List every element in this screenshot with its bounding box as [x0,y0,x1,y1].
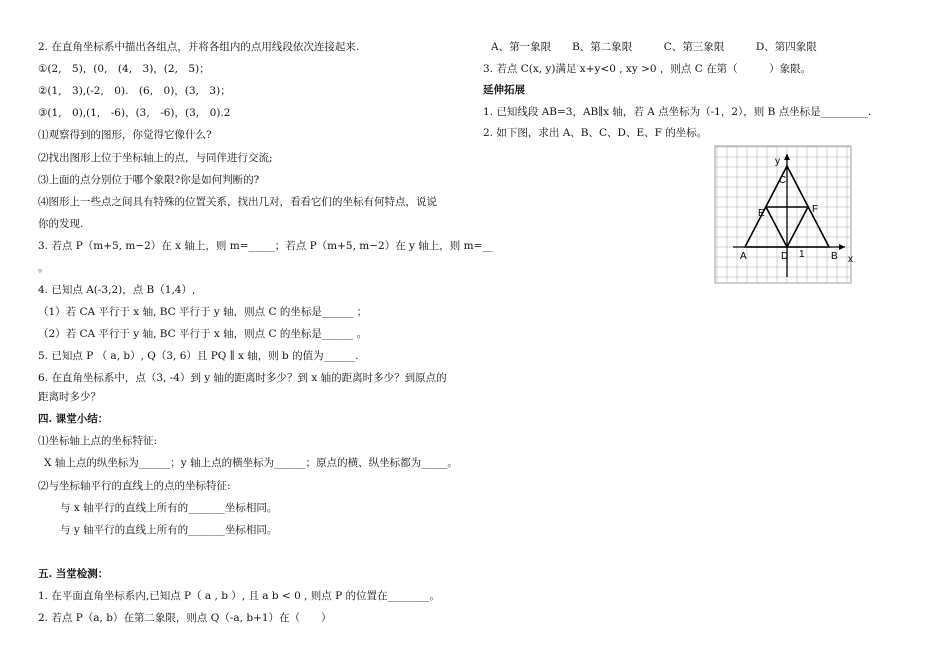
q6-line-a: 6. 在直角坐标系中，点（3, -4）到 y 轴的距离时多少？到 x 轴的距离时多少？到原点的 [38,372,447,384]
q3-line-b: 。 [38,262,49,274]
label-d: D [781,251,789,262]
q2-sub-4b: 你的发现. [38,218,84,230]
label-b: B [831,251,838,262]
label-e: E [758,208,765,219]
q2-sub-1: ⑴观察得到的图形，你觉得它像什么? [38,129,212,141]
label-x: x [848,254,853,265]
summary-2: ⑵与坐标轴平行的直线上的点的坐标特征: [38,480,231,492]
q2-set-3: ③(1, 0),(1, -6)，(3, -6)，(3, 0).2 [38,107,231,119]
label-one: 1 [799,249,805,260]
q6-line-b: 距离时多少？ [38,391,101,403]
label-y: y [775,156,780,167]
label-a: A [740,251,747,262]
q4-part-1: （1）若 CA 平行于 x 轴, BC 平行于 y 轴，则点 C 的坐标是______ ； [38,306,368,318]
q2-title: 2. 在直角坐标系中描出各组点，并将各组内的点用线段依次连接起来. [38,41,360,53]
q2-sub-3: ⑶上面的点分别位于哪个象限?你是如何判断的? [38,174,260,186]
test-2: 2. 若点 P（a, b）在第二象限，则点 Q（-a, b+1）在（ ） [38,612,332,624]
q4-title: 4. 已知点 A(-3,2)，点 B（1,4）, [38,284,196,296]
right-q3: 3. 若点 C(x, y)满足 x+y<0 , xy >0 ，则点 C 在第（ ）象限。 [483,63,812,75]
q2-set-1: ①(2, 5)，(0, (4, 3)，(2, 5)； [38,63,210,75]
extension-1: 1. 已知线段 AB=3，AB∥x 轴，若 A 点坐标为（-1，2），则 B 点坐标是_________. [483,106,872,118]
q4-part-2: （2）若 CA 平行于 y 轴, BC 平行于 x 轴，则点 C 的坐标是______ 。 [38,328,368,340]
extension-2: 2. 如下图，求出 A、B、C、D、E、F 的坐标。 [483,127,708,139]
q2-sub-2: ⑵找出图形上位于坐标轴上的点，与同伴进行交流; [38,152,273,164]
label-c: C [779,175,787,186]
summary-1: ⑴坐标轴上点的坐标特征: [38,435,158,447]
summary-2-b: 与 y 轴平行的直线上所有的_______坐标相同。 [60,524,278,536]
section-4-title: 四. 课堂小结： [38,413,109,425]
answer-options: A、第一象限 B、第二象限 C、第三象限 D、第四象限 [491,41,817,53]
q5: 5. 已知点 P （ a, b）, Q（3, 6）且 PQ ∥ x 轴，则 b 的值为______. [38,350,359,362]
section-5-title: 五. 当堂检测： [38,568,109,580]
q3-line-a: 3. 若点 P（m+5, m−2）在 x 轴上，则 m=_____；若点 P（m+5, m−2）在 y 轴上，则 m=__ [38,240,493,252]
test-1: 1. 在平面直角坐标系内,已知点 P（ a , b ）, 且 a b < 0 , 则点 P 的位置在________。 [38,590,441,602]
q2-set-2: ②(1, 3),(-2, 0). (6, 0)，(3, 3)； [38,85,231,97]
q2-sub-4a: ⑷图形上一些点之间具有特殊的位置关系，找出几对，看看它们的坐标有何特点，说说 [38,196,437,208]
figure-frame [715,146,851,283]
coordinate-figure [715,146,851,283]
extension-title: 延伸拓展 [483,84,525,96]
summary-2-a: 与 x 轴平行的直线上所有的_______坐标相同。 [60,502,278,514]
summary-1-line: X 轴上点的纵坐标为______；y 轴上点的横坐标为______；原点的横、纵坐标都为_____。 [44,457,458,469]
label-f: F [812,204,819,215]
